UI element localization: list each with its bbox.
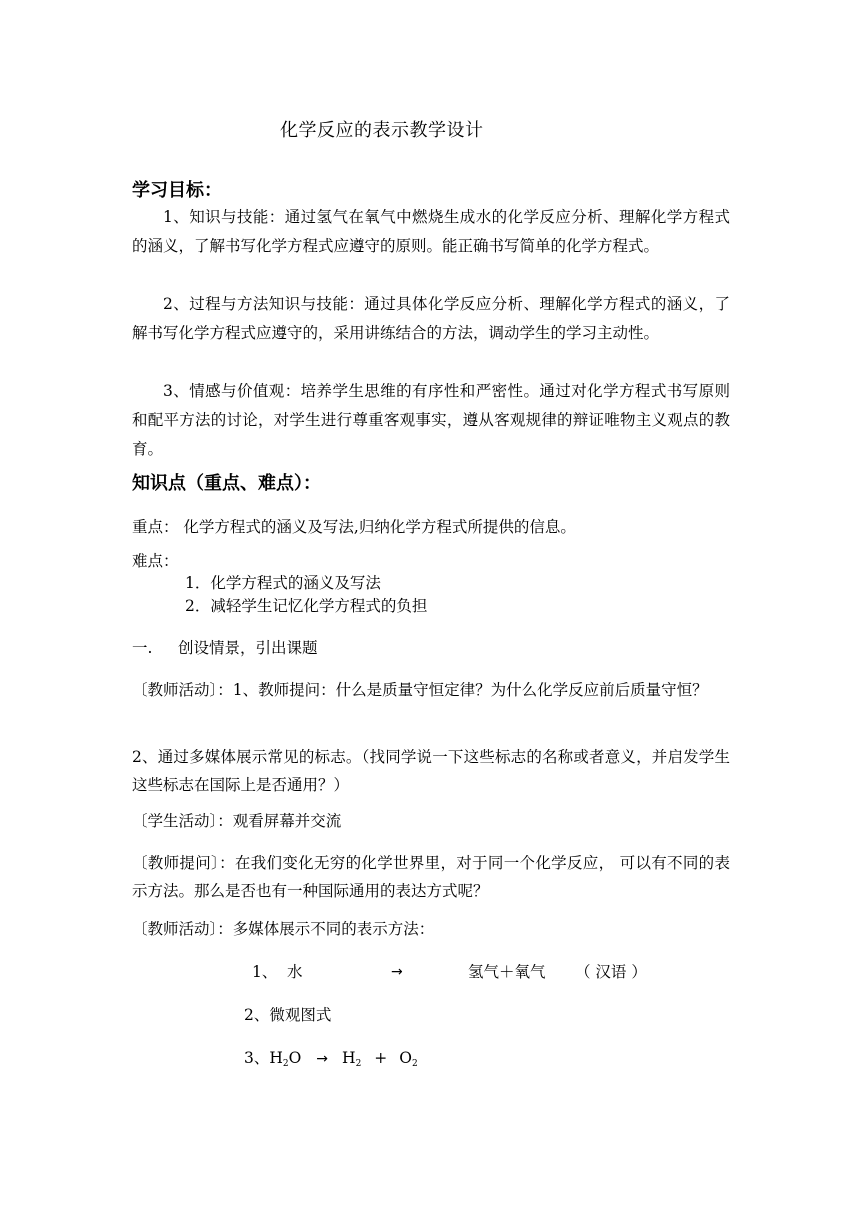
method-1-arrow: → <box>391 964 403 980</box>
product-h-subscript: 2 <box>355 1059 362 1069</box>
section-title: 创设情景，引出课题 <box>178 639 318 657</box>
difficulty-item-1: 1．化学方程式的涵义及写法 <box>185 574 381 592</box>
product-h: H <box>342 1049 356 1067</box>
goal-item-3: 3、情感与价值观：培养学生思维的有序性和严密性。通过对化学方程式书写原则和配平方法的讨论，对学生进行尊重客观事实，遵从客观规律的辩证唯物主义观点的教育。 <box>132 382 730 458</box>
key-point: 重点： 化学方程式的涵义及写法,归纳化学方程式所提供的信息。 <box>132 518 576 536</box>
method-1-note: （ 汉语 ） <box>575 963 647 981</box>
product-o-subscript: 2 <box>411 1059 418 1069</box>
method-1-reactant: 水 <box>287 963 303 981</box>
teacher-activity-3: 〔教师活动〕：多媒体展示不同的表示方法： <box>132 920 435 938</box>
reactant-o: O <box>288 1049 302 1067</box>
method-2: 2、微观图式 <box>244 1006 332 1024</box>
method-1-number: 1、 <box>252 963 278 981</box>
product-o: O <box>399 1049 412 1067</box>
plus-sign: + <box>374 1049 388 1067</box>
knowledge-heading: 知识点（重点、难点）： <box>132 473 321 494</box>
difficulty-item-2: 2．减轻学生记忆化学方程式的负担 <box>185 597 428 615</box>
method-3-arrow: → <box>316 1051 329 1067</box>
method-3-number: 3、 <box>244 1049 270 1067</box>
section-number: 一. <box>132 639 153 657</box>
document-title: 化学反应的表示教学设计 <box>280 120 484 141</box>
teacher-activity-1: 〔教师活动〕：1、教师提问：什么是质量守恒定律？为什么化学反应前后质量守恒？ <box>132 681 708 699</box>
teacher-question: 〔教师提问〕：在我们变化无穷的化学世界里，对于同一个化学反应， 可以有不同的表示方法。那么是否也有一种国际通用的表达方式呢？ <box>132 854 730 900</box>
difficulty-label: 难点： <box>132 552 179 570</box>
reactant-h: H <box>269 1049 283 1067</box>
student-activity: 〔学生活动〕：观看屏幕并交流 <box>132 812 342 830</box>
teacher-activity-2: 2、通过多媒体展示常见的标志。（找同学说一下这些标志的名称或者意义，并启发学生这些标志在国际上是否通用？） <box>132 748 730 794</box>
goals-heading: 学习目标： <box>132 180 222 201</box>
goal-item-1: 1、知识与技能：通过氢气在氧气中燃烧生成水的化学反应分析、理解化学方程式的涵义，了解书写化学方程式应遵守的原则。能正确书写简单的化学方程式。 <box>132 208 730 255</box>
method-3-equation <box>244 1047 418 1075</box>
reactant-h-subscript: 2 <box>282 1059 289 1069</box>
goal-item-2: 2、过程与方法知识与技能：通过具体化学反应分析、理解化学方程式的涵义，了解书写化学方程式应遵守的，采用讲练结合的方法，调动学生的学习主动性。 <box>132 295 730 342</box>
method-1-products: 氢气＋氧气 <box>468 963 546 981</box>
